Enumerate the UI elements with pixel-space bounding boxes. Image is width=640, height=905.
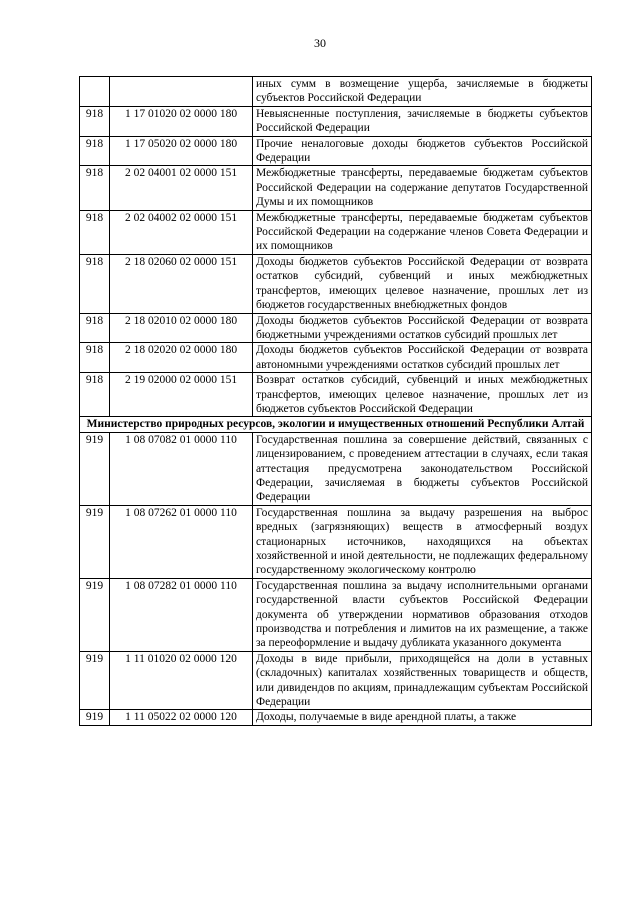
kbk-code-cell: 1 17 01020 02 0000 180 — [110, 106, 253, 136]
admin-code-cell: 919 — [80, 651, 110, 710]
kbk-code-cell: 2 02 04002 02 0000 151 — [110, 210, 253, 254]
kbk-code-cell: 1 08 07262 01 0000 110 — [110, 505, 253, 578]
admin-code-cell: 919 — [80, 505, 110, 578]
kbk-code-cell: 1 11 01020 02 0000 120 — [110, 651, 253, 710]
kbk-code-cell: 1 08 07082 01 0000 110 — [110, 432, 253, 505]
admin-code-cell: 919 — [80, 432, 110, 505]
description-cell: Прочие неналоговые доходы бюджетов субъектов Российской Федерации — [253, 136, 592, 166]
description-cell: Государственная пошлина за выдачу разрешения на выброс вредных (загрязняющих) веществ в атмосферный воздух стационарных источников, находящихся на объектах хозяйственной и иной деятельности, не подлежащих федеральному государственному экологическому контролю — [253, 505, 592, 578]
table-row — [80, 254, 592, 313]
admin-code-cell: 918 — [80, 136, 110, 166]
revenue-codes-table — [79, 76, 592, 726]
admin-code-cell: 918 — [80, 313, 110, 343]
admin-code-cell: 919 — [80, 710, 110, 725]
kbk-code-cell: 2 19 02000 02 0000 151 — [110, 373, 253, 417]
kbk-code-cell: 2 18 02010 02 0000 180 — [110, 313, 253, 343]
kbk-code-cell: 2 02 04001 02 0000 151 — [110, 166, 253, 210]
description-cell: Невыясненные поступления, зачисляемые в бюджеты субъектов Российской Федерации — [253, 106, 592, 136]
kbk-code-cell — [110, 77, 253, 107]
table-row — [80, 77, 592, 107]
admin-code-cell: 919 — [80, 578, 110, 651]
description-cell: Доходы в виде прибыли, приходящейся на доли в уставных (складочных) капиталах хозяйственных товариществ и обществ, или дивидендов по акциям, принадлежащим субъектам Российской Федерации — [253, 651, 592, 710]
table-row — [80, 373, 592, 417]
table-row — [80, 136, 592, 166]
table-row — [80, 651, 592, 710]
description-cell: Возврат остатков субсидий, субвенций и иных межбюджетных трансфертов, имеющих целевое назначение, прошлых лет из бюджетов субъектов Российской Федерации — [253, 373, 592, 417]
table-row — [80, 106, 592, 136]
admin-code-cell — [80, 77, 110, 107]
kbk-code-cell: 2 18 02060 02 0000 151 — [110, 254, 253, 313]
kbk-code-cell: 1 17 05020 02 0000 180 — [110, 136, 253, 166]
admin-code-cell: 918 — [80, 254, 110, 313]
admin-code-cell: 918 — [80, 210, 110, 254]
admin-code-cell: 918 — [80, 166, 110, 210]
description-cell: Межбюджетные трансферты, передаваемые бюджетам субъектов Российской Федерации на содержание членов Совета Федерации и их помощников — [253, 210, 592, 254]
description-cell: Доходы бюджетов субъектов Российской Федерации от возврата автономными учреждениями остатков субсидий прошлых лет — [253, 343, 592, 373]
table-row — [80, 710, 592, 725]
admin-code-cell: 918 — [80, 106, 110, 136]
description-cell: Доходы бюджетов субъектов Российской Федерации от возврата бюджетными учреждениями остатков субсидий прошлых лет — [253, 313, 592, 343]
description-cell: Межбюджетные трансферты, передаваемые бюджетам субъектов Российской Федерации на содержание депутатов Государственной Думы и их помощников — [253, 166, 592, 210]
table-row — [80, 313, 592, 343]
page-number: 30 — [314, 36, 326, 50]
kbk-code-cell: 1 08 07282 01 0000 110 — [110, 578, 253, 651]
description-cell: Государственная пошлина за совершение действий, связанных с лицензированием, с проведением аттестации в случаях, если такая аттестация предусмотрена законодательством Российской Федерации, зачисляемая в бюджеты субъектов Российской Федерации — [253, 432, 592, 505]
table-row — [80, 210, 592, 254]
description-cell: иных сумм в возмещение ущерба, зачисляемые в бюджеты субъектов Российской Федерации — [253, 77, 592, 107]
kbk-code-cell: 1 11 05022 02 0000 120 — [110, 710, 253, 725]
description-cell: Доходы бюджетов субъектов Российской Федерации от возврата остатков субсидий, субвенций и иных межбюджетных трансфертов, имеющих целевое назначение, прошлых лет из бюджетов государственных внебюджетных фондов — [253, 254, 592, 313]
table-row — [80, 505, 592, 578]
table-row — [80, 166, 592, 210]
table-row — [80, 432, 592, 505]
kbk-code-cell: 2 18 02020 02 0000 180 — [110, 343, 253, 373]
admin-code-cell: 918 — [80, 343, 110, 373]
description-cell: Доходы, получаемые в виде арендной платы, а также — [253, 710, 592, 725]
table-row — [80, 343, 592, 373]
description-cell: Государственная пошлина за выдачу исполнительными органами государственной власти субъектов Российской Федерации документа об утверждении нормативов образования отходов производства и потребления и лимитов на их размещение, а также за переоформление и выдачу дубликата указанного документа — [253, 578, 592, 651]
section-heading: Министерство природных ресурсов, экологии и имущественных отношений Республики Алтай — [80, 417, 592, 432]
admin-code-cell: 918 — [80, 373, 110, 417]
table-row — [80, 578, 592, 651]
section-heading-row — [80, 417, 592, 432]
